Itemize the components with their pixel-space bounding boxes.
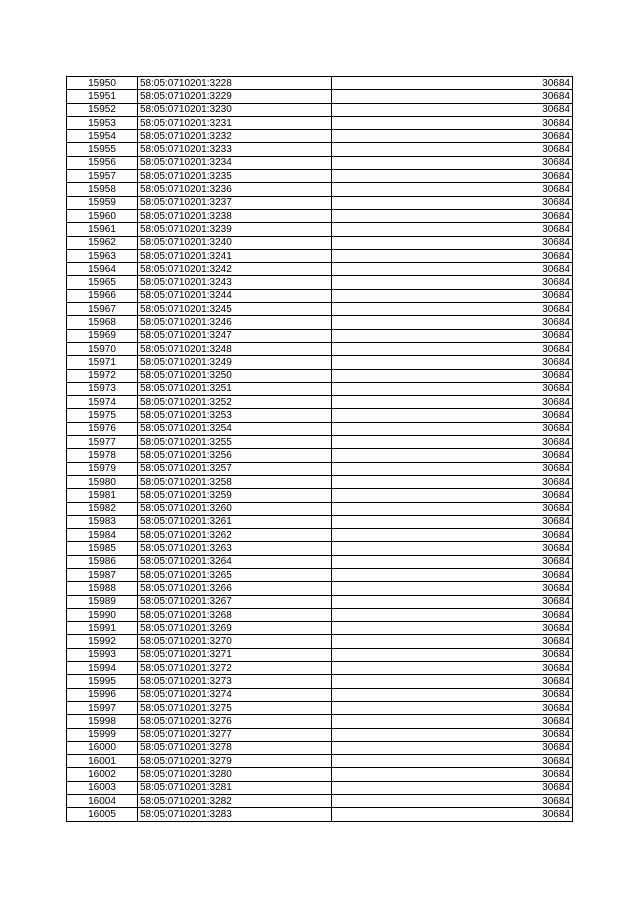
- table-row: [67, 582, 573, 595]
- row-number-cell: 16002: [67, 768, 138, 781]
- value-cell: 30684: [332, 648, 573, 661]
- cadastral-number-cell: 58:05:0710201:3283: [138, 808, 332, 821]
- cadastral-number-cell: 58:05:0710201:3230: [138, 103, 332, 116]
- value-cell: 30684: [332, 608, 573, 621]
- cadastral-number-cell: 58:05:0710201:3236: [138, 183, 332, 196]
- value-cell: 30684: [332, 728, 573, 741]
- row-number-cell: 15970: [67, 342, 138, 355]
- value-cell: 30684: [332, 382, 573, 395]
- cadastral-number-cell: 58:05:0710201:3237: [138, 196, 332, 209]
- table-row: [67, 675, 573, 688]
- table-row: [67, 409, 573, 422]
- table-row: [67, 741, 573, 754]
- table-row: [67, 369, 573, 382]
- cadastral-number-cell: 58:05:0710201:3253: [138, 409, 332, 422]
- row-number-cell: 15985: [67, 542, 138, 555]
- value-cell: 30684: [332, 143, 573, 156]
- row-number-cell: 16001: [67, 755, 138, 768]
- row-number-cell: 15984: [67, 529, 138, 542]
- value-cell: 30684: [332, 715, 573, 728]
- row-number-cell: 15979: [67, 462, 138, 475]
- table-row: [67, 103, 573, 116]
- table-row: [67, 768, 573, 781]
- row-number-cell: 15999: [67, 728, 138, 741]
- value-cell: 30684: [332, 116, 573, 129]
- value-cell: 30684: [332, 542, 573, 555]
- table-row: [67, 515, 573, 528]
- table-row: [67, 183, 573, 196]
- cadastral-number-cell: 58:05:0710201:3269: [138, 622, 332, 635]
- row-number-cell: 15995: [67, 675, 138, 688]
- row-number-cell: 15972: [67, 369, 138, 382]
- row-number-cell: 15963: [67, 249, 138, 262]
- table-row: [67, 249, 573, 262]
- value-cell: 30684: [332, 409, 573, 422]
- cadastral-number-cell: 58:05:0710201:3252: [138, 396, 332, 409]
- value-cell: 30684: [332, 209, 573, 222]
- cadastral-number-cell: 58:05:0710201:3275: [138, 701, 332, 714]
- row-number-cell: 15977: [67, 436, 138, 449]
- table-row: [67, 555, 573, 568]
- cadastral-number-cell: 58:05:0710201:3251: [138, 382, 332, 395]
- row-number-cell: 16000: [67, 741, 138, 754]
- value-cell: 30684: [332, 701, 573, 714]
- table-body: [67, 77, 573, 822]
- row-number-cell: 15988: [67, 582, 138, 595]
- table-row: [67, 462, 573, 475]
- value-cell: 30684: [332, 236, 573, 249]
- table-row: [67, 156, 573, 169]
- table-row: [67, 701, 573, 714]
- table-row: [67, 236, 573, 249]
- row-number-cell: 15961: [67, 223, 138, 236]
- value-cell: 30684: [332, 502, 573, 515]
- value-cell: 30684: [332, 475, 573, 488]
- row-number-cell: 15951: [67, 90, 138, 103]
- table-row: [67, 648, 573, 661]
- value-cell: 30684: [332, 582, 573, 595]
- value-cell: 30684: [332, 249, 573, 262]
- row-number-cell: 15974: [67, 396, 138, 409]
- table-row: [67, 568, 573, 581]
- cadastral-table: [66, 76, 573, 822]
- row-number-cell: 15987: [67, 568, 138, 581]
- row-number-cell: 15971: [67, 356, 138, 369]
- cadastral-number-cell: 58:05:0710201:3255: [138, 436, 332, 449]
- row-number-cell: 15953: [67, 116, 138, 129]
- table-row: [67, 209, 573, 222]
- value-cell: 30684: [332, 595, 573, 608]
- value-cell: 30684: [332, 170, 573, 183]
- value-cell: 30684: [332, 688, 573, 701]
- cadastral-number-cell: 58:05:0710201:3261: [138, 515, 332, 528]
- value-cell: 30684: [332, 675, 573, 688]
- value-cell: 30684: [332, 396, 573, 409]
- table-row: [67, 436, 573, 449]
- value-cell: 30684: [332, 436, 573, 449]
- value-cell: 30684: [332, 555, 573, 568]
- table-row: [67, 196, 573, 209]
- table-row: [67, 382, 573, 395]
- table-row: [67, 542, 573, 555]
- cadastral-number-cell: 58:05:0710201:3247: [138, 329, 332, 342]
- table-row: [67, 90, 573, 103]
- row-number-cell: 15952: [67, 103, 138, 116]
- table-row: [67, 529, 573, 542]
- cadastral-number-cell: 58:05:0710201:3228: [138, 77, 332, 90]
- table-row: [67, 116, 573, 129]
- table-row: [67, 396, 573, 409]
- value-cell: 30684: [332, 795, 573, 808]
- table-row: [67, 170, 573, 183]
- cadastral-number-cell: 58:05:0710201:3278: [138, 741, 332, 754]
- cadastral-number-cell: 58:05:0710201:3267: [138, 595, 332, 608]
- cadastral-number-cell: 58:05:0710201:3268: [138, 608, 332, 621]
- row-number-cell: 15960: [67, 209, 138, 222]
- value-cell: 30684: [332, 196, 573, 209]
- row-number-cell: 15957: [67, 170, 138, 183]
- cadastral-number-cell: 58:05:0710201:3235: [138, 170, 332, 183]
- row-number-cell: 15993: [67, 648, 138, 661]
- cadastral-number-cell: 58:05:0710201:3279: [138, 755, 332, 768]
- cadastral-number-cell: 58:05:0710201:3274: [138, 688, 332, 701]
- table-row: [67, 755, 573, 768]
- row-number-cell: 15990: [67, 608, 138, 621]
- cadastral-number-cell: 58:05:0710201:3244: [138, 289, 332, 302]
- table-row: [67, 276, 573, 289]
- cadastral-number-cell: 58:05:0710201:3270: [138, 635, 332, 648]
- value-cell: 30684: [332, 263, 573, 276]
- cadastral-number-cell: 58:05:0710201:3273: [138, 675, 332, 688]
- value-cell: 30684: [332, 449, 573, 462]
- value-cell: 30684: [332, 781, 573, 794]
- row-number-cell: 15967: [67, 303, 138, 316]
- value-cell: 30684: [332, 622, 573, 635]
- row-number-cell: 15981: [67, 489, 138, 502]
- row-number-cell: 15989: [67, 595, 138, 608]
- cadastral-number-cell: 58:05:0710201:3266: [138, 582, 332, 595]
- row-number-cell: 15976: [67, 422, 138, 435]
- value-cell: 30684: [332, 808, 573, 821]
- value-cell: 30684: [332, 316, 573, 329]
- cadastral-number-cell: 58:05:0710201:3259: [138, 489, 332, 502]
- value-cell: 30684: [332, 183, 573, 196]
- value-cell: 30684: [332, 635, 573, 648]
- cadastral-number-cell: 58:05:0710201:3241: [138, 249, 332, 262]
- cadastral-number-cell: 58:05:0710201:3263: [138, 542, 332, 555]
- value-cell: 30684: [332, 223, 573, 236]
- table-row: [67, 728, 573, 741]
- cadastral-number-cell: 58:05:0710201:3242: [138, 263, 332, 276]
- value-cell: 30684: [332, 489, 573, 502]
- table-row: [67, 316, 573, 329]
- value-cell: 30684: [332, 755, 573, 768]
- cadastral-number-cell: 58:05:0710201:3233: [138, 143, 332, 156]
- row-number-cell: 15950: [67, 77, 138, 90]
- cadastral-number-cell: 58:05:0710201:3276: [138, 715, 332, 728]
- cadastral-number-cell: 58:05:0710201:3249: [138, 356, 332, 369]
- cadastral-number-cell: 58:05:0710201:3280: [138, 768, 332, 781]
- row-number-cell: 15983: [67, 515, 138, 528]
- row-number-cell: 15956: [67, 156, 138, 169]
- row-number-cell: 16004: [67, 795, 138, 808]
- table-row: [67, 223, 573, 236]
- value-cell: 30684: [332, 90, 573, 103]
- row-number-cell: 15978: [67, 449, 138, 462]
- row-number-cell: 15975: [67, 409, 138, 422]
- cadastral-number-cell: 58:05:0710201:3229: [138, 90, 332, 103]
- table-row: [67, 608, 573, 621]
- row-number-cell: 15955: [67, 143, 138, 156]
- row-number-cell: 15986: [67, 555, 138, 568]
- cadastral-number-cell: 58:05:0710201:3282: [138, 795, 332, 808]
- value-cell: 30684: [332, 130, 573, 143]
- value-cell: 30684: [332, 103, 573, 116]
- table-row: [67, 130, 573, 143]
- table-row: [67, 422, 573, 435]
- value-cell: 30684: [332, 303, 573, 316]
- row-number-cell: 15968: [67, 316, 138, 329]
- cadastral-number-cell: 58:05:0710201:3271: [138, 648, 332, 661]
- cadastral-number-cell: 58:05:0710201:3277: [138, 728, 332, 741]
- value-cell: 30684: [332, 529, 573, 542]
- value-cell: 30684: [332, 568, 573, 581]
- value-cell: 30684: [332, 356, 573, 369]
- value-cell: 30684: [332, 276, 573, 289]
- cadastral-number-cell: 58:05:0710201:3240: [138, 236, 332, 249]
- cadastral-number-cell: 58:05:0710201:3246: [138, 316, 332, 329]
- table-row: [67, 356, 573, 369]
- cadastral-number-cell: 58:05:0710201:3243: [138, 276, 332, 289]
- cadastral-number-cell: 58:05:0710201:3254: [138, 422, 332, 435]
- table-row: [67, 143, 573, 156]
- cadastral-number-cell: 58:05:0710201:3234: [138, 156, 332, 169]
- row-number-cell: 15994: [67, 662, 138, 675]
- cadastral-number-cell: 58:05:0710201:3248: [138, 342, 332, 355]
- row-number-cell: 15964: [67, 263, 138, 276]
- value-cell: 30684: [332, 462, 573, 475]
- value-cell: 30684: [332, 342, 573, 355]
- value-cell: 30684: [332, 662, 573, 675]
- row-number-cell: 15959: [67, 196, 138, 209]
- row-number-cell: 15991: [67, 622, 138, 635]
- row-number-cell: 16003: [67, 781, 138, 794]
- cadastral-number-cell: 58:05:0710201:3265: [138, 568, 332, 581]
- table-row: [67, 808, 573, 821]
- cadastral-number-cell: 58:05:0710201:3272: [138, 662, 332, 675]
- table-row: [67, 303, 573, 316]
- table-row: [67, 502, 573, 515]
- table-row: [67, 342, 573, 355]
- table-row: [67, 77, 573, 90]
- row-number-cell: 15997: [67, 701, 138, 714]
- cadastral-number-cell: 58:05:0710201:3264: [138, 555, 332, 568]
- value-cell: 30684: [332, 329, 573, 342]
- value-cell: 30684: [332, 515, 573, 528]
- cadastral-number-cell: 58:05:0710201:3231: [138, 116, 332, 129]
- table-row: [67, 622, 573, 635]
- table-row: [67, 475, 573, 488]
- row-number-cell: 15982: [67, 502, 138, 515]
- row-number-cell: 15998: [67, 715, 138, 728]
- table-row: [67, 489, 573, 502]
- row-number-cell: 15965: [67, 276, 138, 289]
- cadastral-number-cell: 58:05:0710201:3258: [138, 475, 332, 488]
- cadastral-number-cell: 58:05:0710201:3260: [138, 502, 332, 515]
- cadastral-number-cell: 58:05:0710201:3239: [138, 223, 332, 236]
- row-number-cell: 15992: [67, 635, 138, 648]
- value-cell: 30684: [332, 422, 573, 435]
- cadastral-number-cell: 58:05:0710201:3257: [138, 462, 332, 475]
- value-cell: 30684: [332, 741, 573, 754]
- table-row: [67, 329, 573, 342]
- cadastral-number-cell: 58:05:0710201:3250: [138, 369, 332, 382]
- row-number-cell: 15954: [67, 130, 138, 143]
- row-number-cell: 15969: [67, 329, 138, 342]
- table-row: [67, 781, 573, 794]
- value-cell: 30684: [332, 768, 573, 781]
- value-cell: 30684: [332, 156, 573, 169]
- cadastral-number-cell: 58:05:0710201:3281: [138, 781, 332, 794]
- row-number-cell: 15973: [67, 382, 138, 395]
- table-row: [67, 449, 573, 462]
- row-number-cell: 15962: [67, 236, 138, 249]
- row-number-cell: 15966: [67, 289, 138, 302]
- cadastral-number-cell: 58:05:0710201:3232: [138, 130, 332, 143]
- table-row: [67, 715, 573, 728]
- table-row: [67, 263, 573, 276]
- value-cell: 30684: [332, 289, 573, 302]
- cadastral-number-cell: 58:05:0710201:3262: [138, 529, 332, 542]
- table-row: [67, 595, 573, 608]
- cadastral-number-cell: 58:05:0710201:3245: [138, 303, 332, 316]
- row-number-cell: 15996: [67, 688, 138, 701]
- table-row: [67, 662, 573, 675]
- cadastral-number-cell: 58:05:0710201:3256: [138, 449, 332, 462]
- cadastral-number-cell: 58:05:0710201:3238: [138, 209, 332, 222]
- value-cell: 30684: [332, 369, 573, 382]
- row-number-cell: 16005: [67, 808, 138, 821]
- table-row: [67, 289, 573, 302]
- row-number-cell: 15980: [67, 475, 138, 488]
- table-row: [67, 688, 573, 701]
- table-row: [67, 795, 573, 808]
- row-number-cell: 15958: [67, 183, 138, 196]
- table-row: [67, 635, 573, 648]
- value-cell: 30684: [332, 77, 573, 90]
